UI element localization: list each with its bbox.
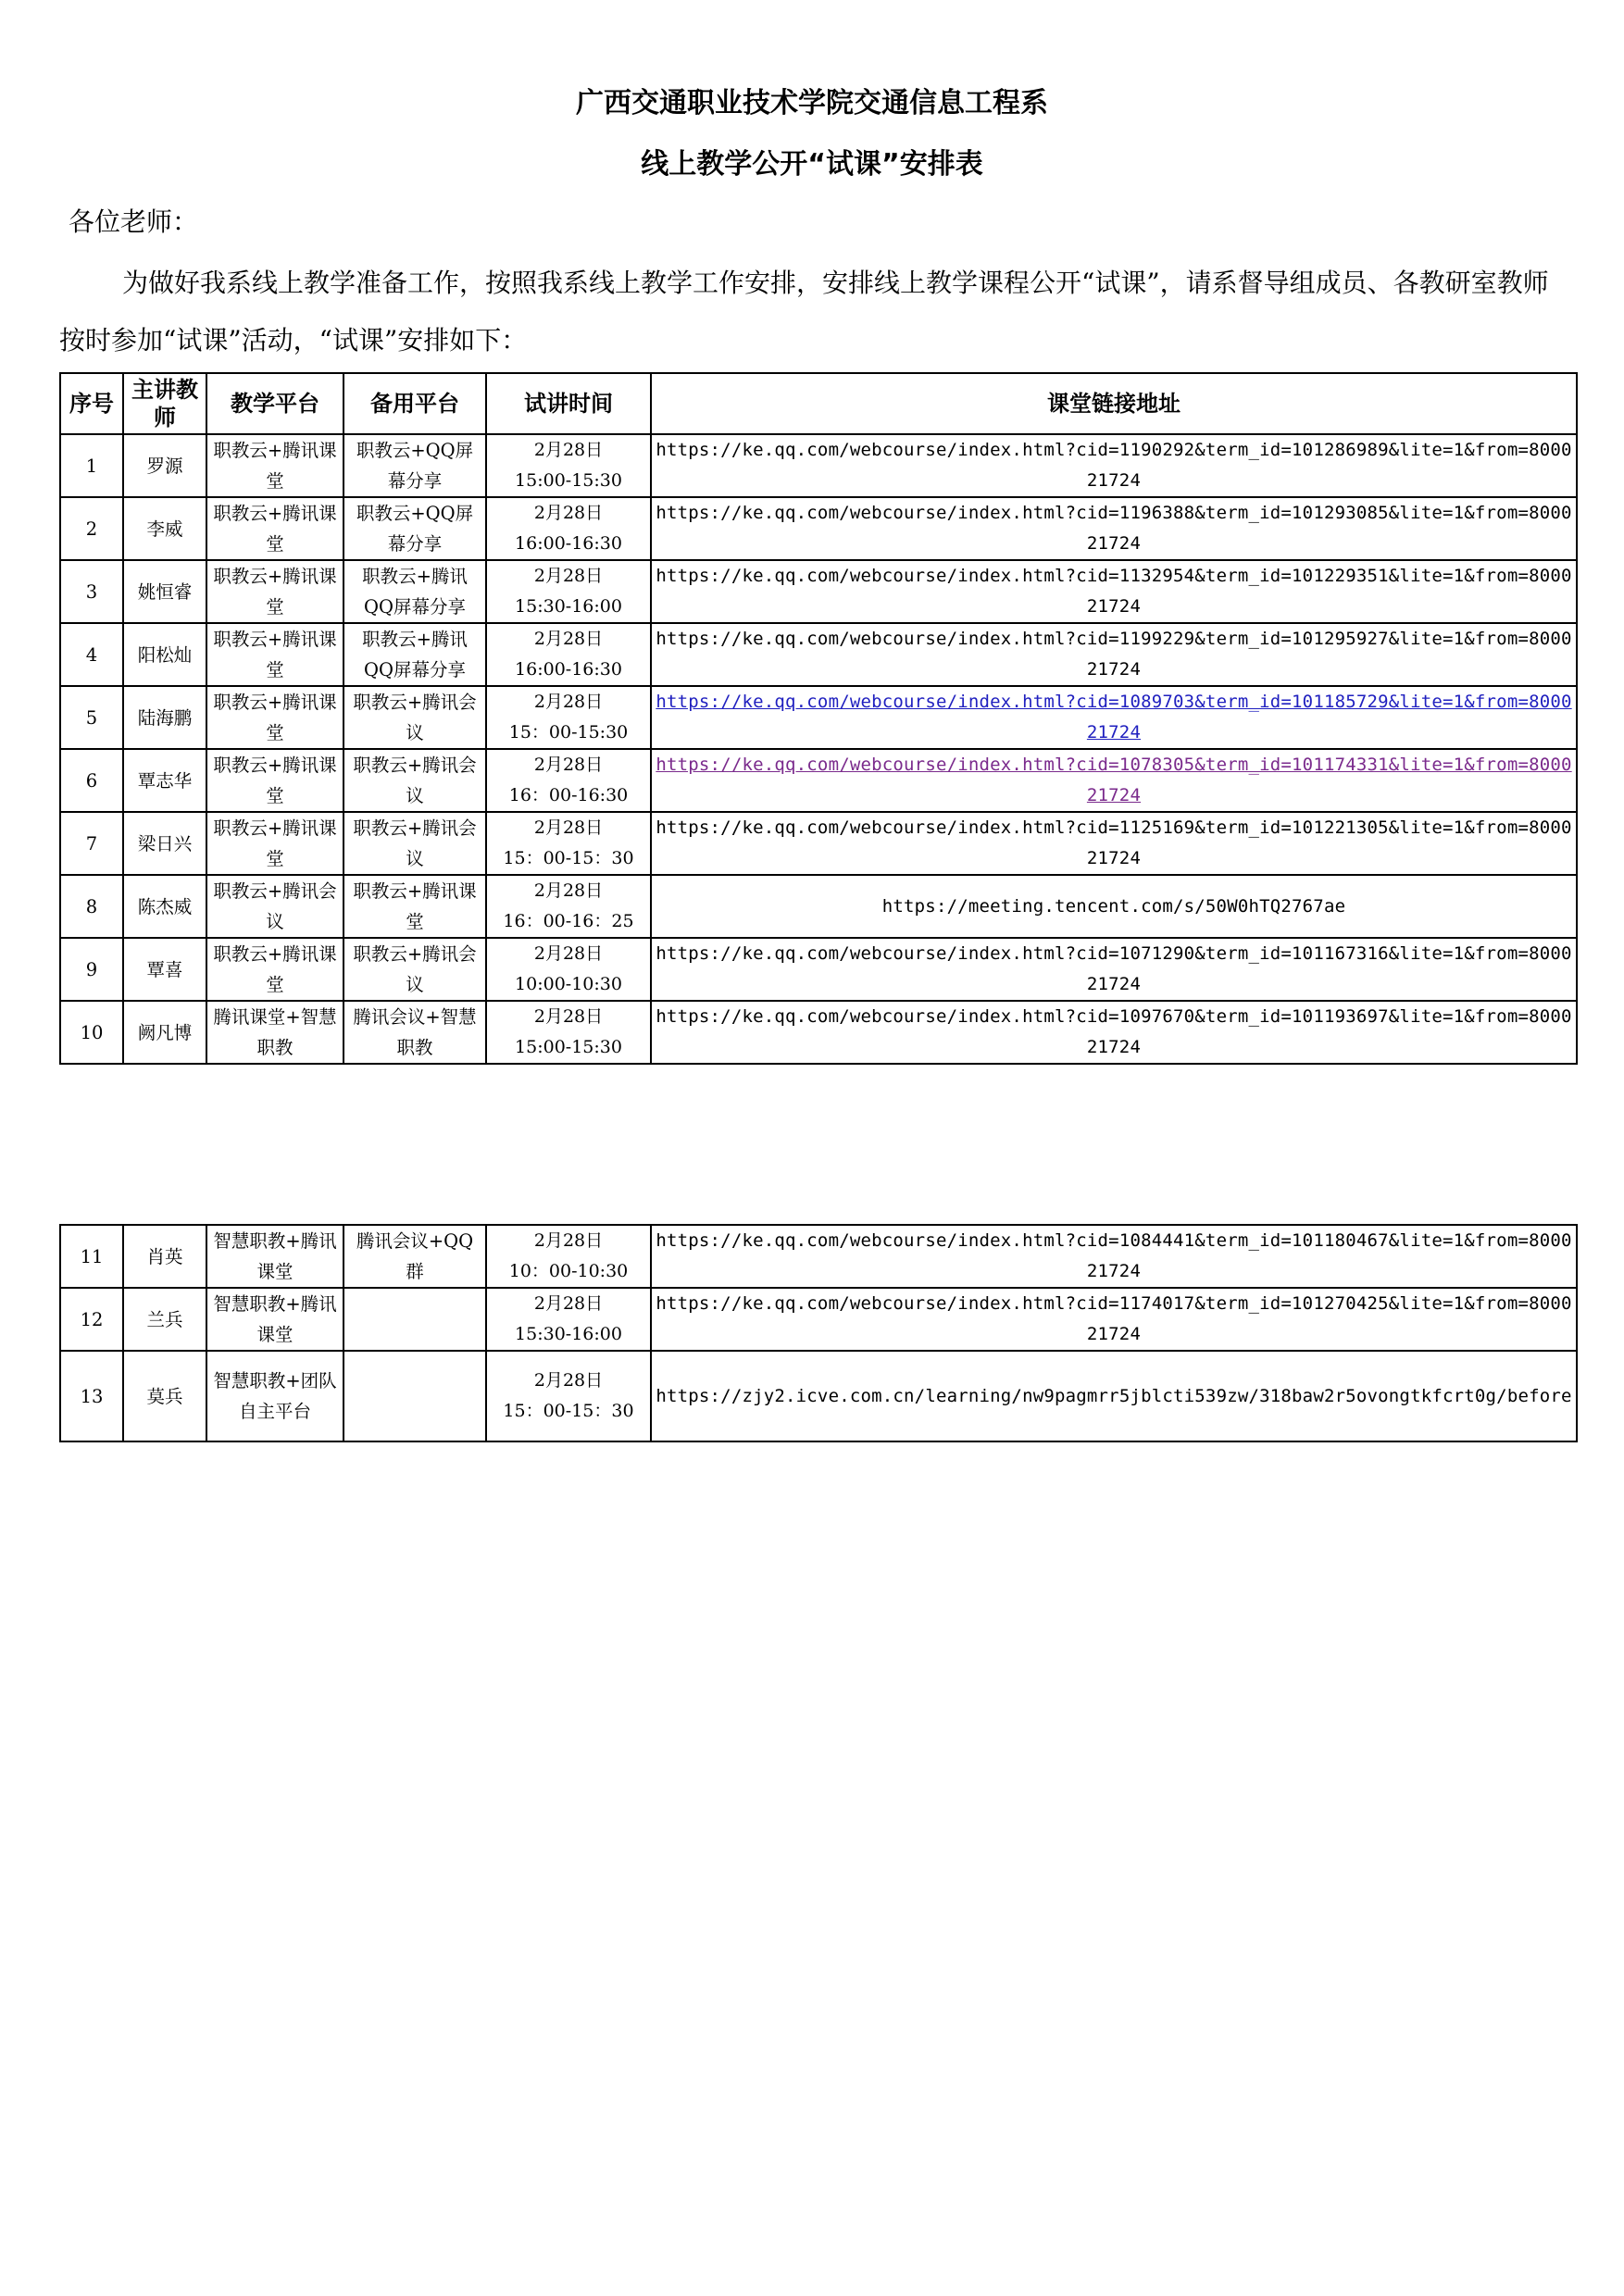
backup-cell: 职教云+腾讯会议 [344, 749, 486, 812]
greeting: 各位老师： [69, 206, 199, 237]
table-row [60, 1288, 1577, 1351]
table-row [60, 812, 1577, 875]
backup-cell: 职教云+QQ屏幕分享 [344, 434, 486, 497]
table-row [60, 560, 1577, 623]
schedule-table [59, 372, 1578, 1065]
link-cell [651, 812, 1577, 875]
backup-cell [344, 1351, 486, 1441]
schedule-table-continued [59, 1224, 1578, 1442]
header-platform: 教学平台 [206, 373, 344, 434]
platform-cell: 职教云+腾讯课堂 [206, 749, 344, 812]
seq-cell: 9 [60, 938, 123, 1001]
course-link[interactable]: https://ke.qq.com/webcourse/index.html?cid=1071290&term_id=101167316&lite=1&from=800021724 [656, 943, 1572, 994]
table-row [60, 623, 1577, 686]
time-text: 16:00-16:30 [515, 533, 622, 554]
time-cell [486, 875, 651, 938]
backup-cell: 职教云+腾讯QQ屏幕分享 [344, 560, 486, 623]
platform-cell: 职教云+腾讯课堂 [206, 623, 344, 686]
table-row [60, 875, 1577, 938]
platform-cell: 职教云+腾讯课堂 [206, 686, 344, 749]
seq-cell: 4 [60, 623, 123, 686]
link-cell [651, 497, 1577, 560]
teacher-cell: 李威 [123, 497, 206, 560]
platform-cell: 职教云+腾讯课堂 [206, 434, 344, 497]
time-cell [486, 1001, 651, 1064]
time-cell [486, 560, 651, 623]
time-cell [486, 434, 651, 497]
header-backup: 备用平台 [344, 373, 486, 434]
header-time: 试讲时间 [486, 373, 651, 434]
time-cell [486, 1225, 651, 1288]
date-text: 2月28日 [533, 1006, 604, 1027]
time-cell [486, 497, 651, 560]
course-link[interactable]: https://ke.qq.com/webcourse/index.html?cid=1089703&term_id=101185729&lite=1&from=800021724 [656, 692, 1572, 742]
seq-cell: 8 [60, 875, 123, 938]
link-cell [651, 938, 1577, 1001]
teacher-cell: 阙凡博 [123, 1001, 206, 1064]
table-row [60, 938, 1577, 1001]
course-link[interactable]: https://ke.qq.com/webcourse/index.html?cid=1097670&term_id=101193697&lite=1&from=800021724 [656, 1006, 1572, 1057]
time-text: 16：00-16：25 [503, 911, 634, 931]
date-text: 2月28日 [533, 1293, 604, 1314]
link-cell [651, 1001, 1577, 1064]
course-link[interactable]: https://ke.qq.com/webcourse/index.html?cid=1084441&term_id=101180467&lite=1&from=800021724 [656, 1230, 1572, 1281]
table-row [60, 686, 1577, 749]
link-cell [651, 560, 1577, 623]
link-cell [651, 1351, 1577, 1441]
date-text: 2月28日 [533, 943, 604, 964]
backup-cell: 腾讯会议+QQ群 [344, 1225, 486, 1288]
document-subtitle: 线上教学公开“试课”安排表 [641, 148, 983, 181]
table-row [60, 434, 1577, 497]
backup-cell: 职教云+QQ屏幕分享 [344, 497, 486, 560]
teacher-cell: 覃喜 [123, 938, 206, 1001]
schedule-table-body [60, 434, 1577, 1064]
time-text: 15：00-15：30 [503, 1401, 634, 1421]
schedule-table-continued-body [60, 1225, 1577, 1441]
header-link: 课堂链接地址 [651, 373, 1577, 434]
time-cell [486, 623, 651, 686]
course-link[interactable]: https://meeting.tencent.com/s/50W0hTQ2767ae [881, 895, 1346, 917]
table-row [60, 749, 1577, 812]
backup-cell: 职教云+腾讯会议 [344, 686, 486, 749]
time-cell [486, 812, 651, 875]
time-cell [486, 1351, 651, 1441]
header-seq: 序号 [60, 373, 123, 434]
time-text: 10:00-10:30 [515, 974, 622, 994]
date-text: 2月28日 [533, 755, 604, 775]
seq-cell: 10 [60, 1001, 123, 1064]
course-link[interactable]: https://ke.qq.com/webcourse/index.html?cid=1196388&term_id=101293085&lite=1&from=800021724 [656, 503, 1572, 554]
time-cell [486, 1288, 651, 1351]
date-text: 2月28日 [533, 629, 604, 649]
time-text: 15：00-15:30 [508, 722, 629, 742]
date-text: 2月28日 [533, 880, 604, 901]
time-cell [486, 686, 651, 749]
teacher-cell: 阳松灿 [123, 623, 206, 686]
platform-cell: 职教云+腾讯课堂 [206, 812, 344, 875]
platform-cell: 职教云+腾讯会议 [206, 875, 344, 938]
seq-cell: 12 [60, 1288, 123, 1351]
backup-cell: 腾讯会议+智慧职教 [344, 1001, 486, 1064]
link-cell [651, 1288, 1577, 1351]
seq-cell: 2 [60, 497, 123, 560]
backup-cell: 职教云+腾讯课堂 [344, 875, 486, 938]
link-cell [651, 749, 1577, 812]
teacher-cell: 肖英 [123, 1225, 206, 1288]
course-link[interactable]: https://zjy2.icve.com.cn/learning/nw9pagmrr5jblcti539zw/318baw2r5ovongtkfcrt0g/before [656, 1385, 1572, 1406]
seq-cell: 13 [60, 1351, 123, 1441]
teacher-cell: 兰兵 [123, 1288, 206, 1351]
time-cell [486, 938, 651, 1001]
course-link[interactable]: https://ke.qq.com/webcourse/index.html?cid=1125169&term_id=101221305&lite=1&from=800021724 [656, 817, 1572, 868]
teacher-cell: 覃志华 [123, 749, 206, 812]
header-teacher: 主讲教师 [123, 373, 206, 434]
date-text: 2月28日 [533, 503, 604, 523]
course-link[interactable]: https://ke.qq.com/webcourse/index.html?cid=1132954&term_id=101229351&lite=1&from=800021724 [656, 566, 1572, 617]
link-cell [651, 434, 1577, 497]
course-link[interactable]: https://ke.qq.com/webcourse/index.html?cid=1190292&term_id=101286989&lite=1&from=800021724 [656, 440, 1572, 491]
course-link[interactable]: https://ke.qq.com/webcourse/index.html?cid=1174017&term_id=101270425&lite=1&from=800021724 [656, 1293, 1572, 1344]
teacher-cell: 姚恒睿 [123, 560, 206, 623]
platform-cell: 智慧职教+团队自主平台 [206, 1351, 344, 1441]
seq-cell: 5 [60, 686, 123, 749]
table-row [60, 1001, 1577, 1064]
table-row [60, 1351, 1577, 1441]
date-text: 2月28日 [533, 1230, 604, 1251]
seq-cell: 7 [60, 812, 123, 875]
table-header-row [60, 373, 1577, 434]
time-text: 16：00-16:30 [508, 785, 629, 805]
course-link[interactable]: https://ke.qq.com/webcourse/index.html?cid=1078305&term_id=101174331&lite=1&from=800021724 [656, 755, 1572, 805]
course-link[interactable]: https://ke.qq.com/webcourse/index.html?cid=1199229&term_id=101295927&lite=1&from=800021724 [656, 629, 1572, 680]
time-text: 15:00-15:30 [515, 1037, 622, 1057]
time-text: 15:00-15:30 [515, 470, 622, 491]
platform-cell: 职教云+腾讯课堂 [206, 497, 344, 560]
link-cell [651, 875, 1577, 938]
table-row [60, 1225, 1577, 1288]
date-text: 2月28日 [533, 817, 604, 838]
date-text: 2月28日 [533, 1370, 604, 1391]
backup-cell: 职教云+腾讯QQ屏幕分享 [344, 623, 486, 686]
platform-cell: 职教云+腾讯课堂 [206, 938, 344, 1001]
platform-cell: 智慧职教+腾讯课堂 [206, 1225, 344, 1288]
link-cell [651, 623, 1577, 686]
time-text: 10：00-10:30 [508, 1261, 629, 1281]
date-text: 2月28日 [533, 692, 604, 712]
time-text: 15:30-16:00 [515, 1324, 622, 1344]
teacher-cell: 罗源 [123, 434, 206, 497]
backup-cell [344, 1288, 486, 1351]
date-text: 2月28日 [533, 440, 604, 460]
seq-cell: 1 [60, 434, 123, 497]
teacher-cell: 梁日兴 [123, 812, 206, 875]
platform-cell: 智慧职教+腾讯课堂 [206, 1288, 344, 1351]
teacher-cell: 陆海鹏 [123, 686, 206, 749]
link-cell [651, 1225, 1577, 1288]
date-text: 2月28日 [533, 566, 604, 586]
teacher-cell: 莫兵 [123, 1351, 206, 1441]
time-text: 15:30-16:00 [515, 596, 622, 617]
platform-cell: 腾讯课堂+智慧职教 [206, 1001, 344, 1064]
seq-cell: 11 [60, 1225, 123, 1288]
time-text: 15：00-15：30 [503, 848, 634, 868]
teacher-cell: 陈杰威 [123, 875, 206, 938]
time-text: 16:00-16:30 [515, 659, 622, 680]
time-cell [486, 749, 651, 812]
document-title: 广西交通职业技术学院交通信息工程系 [576, 87, 1048, 119]
backup-cell: 职教云+腾讯会议 [344, 812, 486, 875]
seq-cell: 3 [60, 560, 123, 623]
link-cell [651, 686, 1577, 749]
intro-paragraph: 为做好我系线上教学准备工作，按照我系线上教学工作安排，安排线上教学课程公开“试课”，请系督导组成员、各教研室教师按时参加“试课”活动，“试课”安排如下： [59, 268, 1549, 356]
seq-cell: 6 [60, 749, 123, 812]
backup-cell: 职教云+腾讯会议 [344, 938, 486, 1001]
platform-cell: 职教云+腾讯课堂 [206, 560, 344, 623]
table-row [60, 497, 1577, 560]
